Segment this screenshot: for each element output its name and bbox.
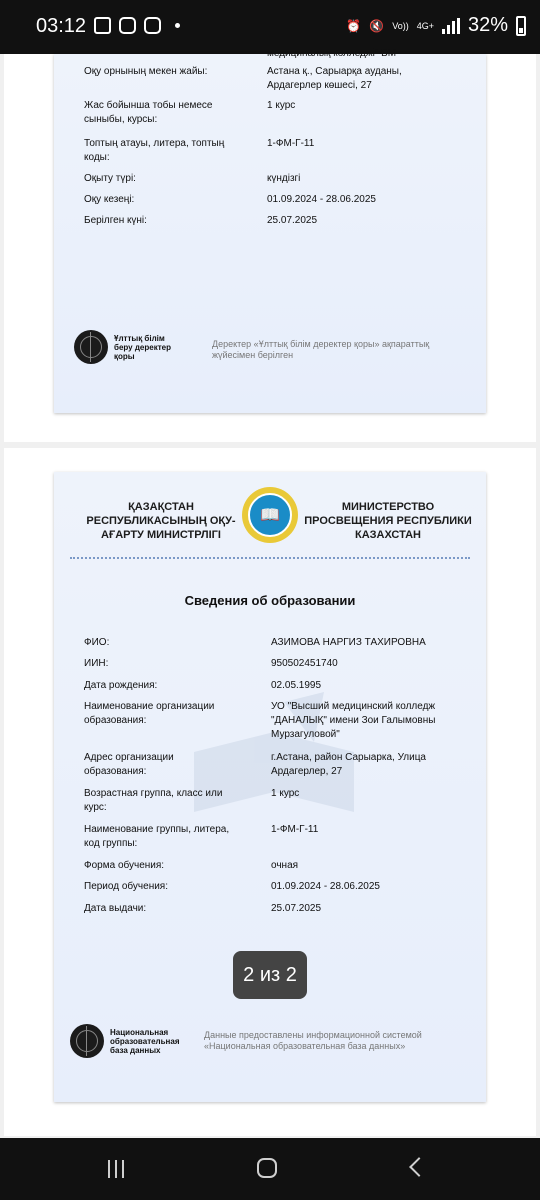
- document-page-kz: [54, 48, 486, 413]
- ministry-emblem: [242, 487, 298, 543]
- network-label: 4G+: [416, 20, 434, 31]
- field-value: медициналық колледжі" БМ: [267, 48, 397, 59]
- pdf-page-2: [4, 448, 536, 1136]
- globe-logo-icon: [74, 330, 108, 364]
- notification-icons: [94, 17, 180, 34]
- home-icon[interactable]: [257, 1158, 277, 1178]
- field-label: Адрес организации образования:: [84, 752, 174, 777]
- status-time: 03:12: [36, 15, 87, 37]
- field-value: күндізгі: [267, 173, 301, 184]
- ministry-title-ru: МИНИСТЕРСТВО ПРОСВЕЩЕНИЯ РЕСПУБЛИКИ КАЗАХСТАН: [304, 501, 472, 541]
- field-value: Астана қ., Сарыарқа ауданы, Ардагерлер көшесі, 27: [267, 66, 402, 91]
- nobd-logo: [70, 1024, 182, 1058]
- field-value: 1-ФМ-Г-11: [271, 824, 319, 835]
- footer-note: Деректер «Ұлттық білім деректер қоры» ақпараттық жүйесімен берілген: [212, 339, 430, 360]
- field-value: 02.05.1995: [271, 680, 322, 691]
- field-label: Оқу орнының мекен жайы:: [84, 66, 208, 77]
- page-indicator: 2 из 2: [233, 951, 307, 999]
- field-value: АЗИМОВА НАРГИЗ ТАХИРОВНА: [271, 637, 426, 648]
- field-value: 950502451740: [271, 658, 338, 669]
- field-label: ИИН:: [84, 658, 109, 669]
- field-value: г.Астана, район Сарыарка, Улица Ардагерлер, 27: [271, 752, 426, 777]
- field-value: 1-ФМ-Г-11: [267, 138, 315, 149]
- ornament-divider: [70, 557, 470, 563]
- pdf-page-1: [4, 48, 536, 442]
- field-value: 25.07.2025: [271, 903, 322, 914]
- logo-text: Ұлттық білім беру деректер қоры: [114, 333, 171, 361]
- instagram-icon: [144, 17, 161, 34]
- book-emblem-icon: 📖: [248, 493, 292, 537]
- field-label: ФИО:: [84, 637, 110, 648]
- recent-apps-icon[interactable]: [108, 1160, 124, 1178]
- volte-label: Vo)): [392, 20, 409, 31]
- field-value: УО "Высший медицинский колледж "ДАНАЛЫҚ" имени Зои Галымовны Мурзагуловой": [271, 701, 436, 740]
- field-label: Оқыту түрі:: [84, 173, 136, 184]
- signal-icon: [442, 18, 460, 34]
- field-value: 25.07.2025: [267, 215, 318, 226]
- document-title: Сведения об образовании: [184, 593, 356, 608]
- field-value: очная: [271, 860, 299, 871]
- logo-text: Национальная образовательная база данных: [110, 1027, 180, 1055]
- battery-icon: [516, 16, 526, 36]
- ubdq-logo: [74, 330, 180, 364]
- ministry-title-kz: ҚАЗАҚСТАН РЕСПУБЛИКАСЫНЫҢ ОҚУ-АҒАРТУ МИНИСТРЛІГІ: [86, 501, 236, 541]
- field-label: Период обучения:: [84, 881, 168, 892]
- status-right: [346, 14, 526, 37]
- field-value: 01.09.2024 - 28.06.2025: [267, 194, 376, 205]
- alarm-icon: ⏰: [346, 18, 362, 33]
- field-label: Форма обучения:: [84, 860, 165, 871]
- field-label: Оқу кезеңі:: [84, 194, 135, 205]
- field-label: Дата рождения:: [84, 680, 158, 691]
- field-label: Наименование группы, литера, код группы:: [84, 824, 230, 849]
- field-label: Дата выдачи:: [84, 903, 147, 914]
- field-value: 1 курс: [267, 100, 296, 111]
- footer-note: Данные предоставлены информационной системой «Национальная образовательная база данных»: [204, 1030, 422, 1051]
- field-label: Наименование организации образования:: [84, 701, 215, 726]
- field-value: 1 курс: [271, 788, 300, 799]
- globe-logo-icon: [70, 1024, 104, 1058]
- field-label: Возрастная группа, класс или курс:: [84, 788, 223, 813]
- instagram-icon: [119, 17, 136, 34]
- gallery-icon: [94, 17, 111, 34]
- back-icon[interactable]: [409, 1157, 429, 1177]
- mute-icon: 🔇: [369, 18, 385, 33]
- navigation-bar: [0, 1138, 540, 1200]
- document-page-ru: [54, 472, 486, 1102]
- more-notifications-icon: [175, 23, 180, 28]
- battery-percent: 32%: [467, 14, 508, 36]
- field-value: 01.09.2024 - 28.06.2025: [271, 881, 380, 892]
- field-label: Жас бойынша тобы немесе сыныбы, курсы:: [84, 100, 213, 125]
- field-label: Берілген күні:: [84, 215, 147, 226]
- field-label: Топтың атауы, литера, топтың коды:: [84, 138, 225, 163]
- status-bar: [0, 0, 540, 54]
